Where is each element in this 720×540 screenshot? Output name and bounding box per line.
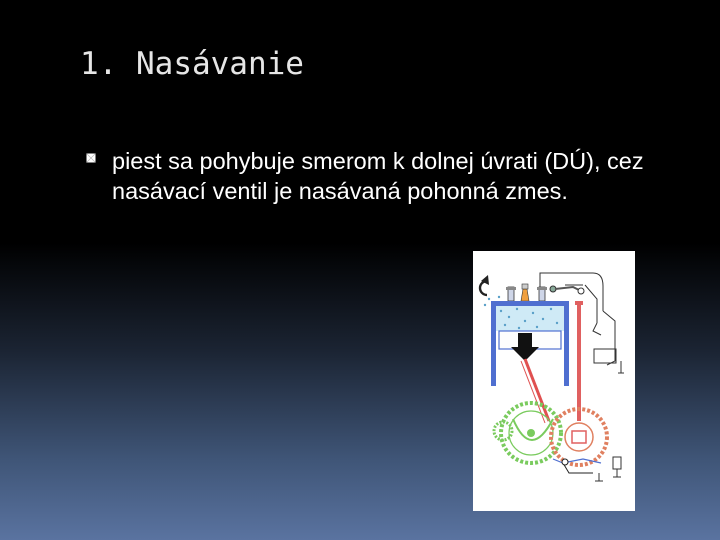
slide-title: 1. Nasávanie — [80, 46, 304, 82]
four-stroke-engine-intake-diagram-icon — [473, 251, 635, 511]
engine-diagram — [473, 251, 635, 511]
bullet-item — [86, 146, 696, 206]
square-bullet-icon — [86, 153, 96, 163]
bullet-text: piest sa pohybuje smerom k dolnej úvrati (DÚ), cez nasávací ventil je nasávaná pohonná zmes. — [112, 148, 644, 204]
